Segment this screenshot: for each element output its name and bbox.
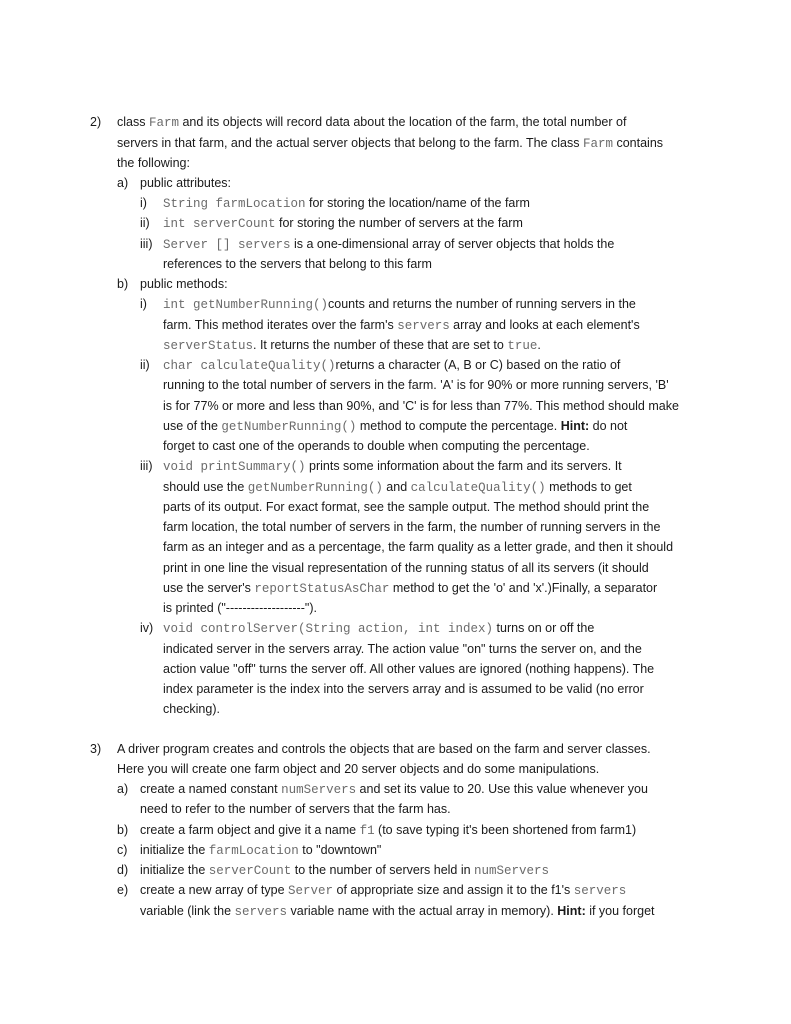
text-line bbox=[163, 539, 673, 555]
code-span: String farmLocation bbox=[163, 197, 306, 211]
text-span: farm. This method iterates over the farm's bbox=[163, 318, 398, 332]
list-marker: ii) bbox=[140, 358, 150, 372]
text-span: counts and returns the number of running servers in the bbox=[328, 297, 636, 311]
text-span: turns on or off the bbox=[493, 621, 595, 635]
text-span: array and looks at each element's bbox=[449, 318, 640, 332]
text-span: do not bbox=[589, 419, 628, 433]
text-span: initialize the bbox=[140, 843, 209, 857]
list-marker: iv) bbox=[140, 621, 154, 635]
text-line bbox=[140, 801, 451, 817]
text-span: for storing the location/name of the farm bbox=[305, 196, 530, 210]
text-span: the following: bbox=[117, 156, 190, 170]
text-span: is a one-dimensional array of server objects that holds the bbox=[290, 237, 615, 251]
list-marker: e) bbox=[117, 883, 129, 897]
text-line bbox=[163, 337, 541, 354]
code-span: serverStatus bbox=[163, 339, 254, 353]
text-line bbox=[163, 580, 657, 597]
text-span: create a named constant bbox=[140, 782, 282, 796]
text-line bbox=[117, 135, 663, 152]
text-span: use of the bbox=[163, 419, 222, 433]
text-line bbox=[163, 458, 622, 475]
text-line bbox=[163, 195, 530, 212]
text-span: farm as an integer and as a percentage, the farm quality as a letter grade, and then it should bbox=[163, 540, 674, 554]
code-span: calculateQuality() bbox=[410, 481, 546, 495]
text-line bbox=[163, 398, 679, 414]
text-span: checking). bbox=[163, 702, 220, 716]
list-marker: i) bbox=[140, 196, 147, 210]
code-span: Farm bbox=[582, 137, 613, 151]
text-line bbox=[163, 681, 644, 697]
text-span: contains bbox=[613, 136, 664, 150]
text-span: forget to cast one of the operands to double when computing the percentage. bbox=[163, 439, 590, 453]
list-marker: c) bbox=[117, 843, 128, 857]
list-marker: b) bbox=[117, 823, 129, 837]
list-marker: iii) bbox=[140, 459, 153, 473]
text-span: and its objects will record data about the location of the farm, the total number of bbox=[178, 115, 627, 129]
text-line bbox=[140, 882, 626, 899]
text-span: parts of its output. For exact format, see the sample output. The method should print the bbox=[163, 500, 650, 514]
text-span: A driver program creates and controls the objects that are based on the farm and server classes. bbox=[117, 742, 651, 756]
text-line bbox=[163, 620, 594, 637]
text-line bbox=[163, 701, 220, 717]
text-span: create a farm object and give it a name bbox=[140, 823, 360, 837]
text-line bbox=[117, 155, 190, 171]
text-span: variable (link the bbox=[140, 904, 235, 918]
text-span: servers in that farm, and the actual server objects that belong to the farm. The class bbox=[117, 136, 583, 150]
list-marker: b) bbox=[117, 277, 129, 291]
text-span: should use the bbox=[163, 480, 248, 494]
text-line bbox=[163, 499, 649, 515]
code-span: getNumberRunning() bbox=[247, 481, 383, 495]
text-line bbox=[163, 641, 642, 657]
text-line bbox=[163, 236, 614, 253]
list-marker: iii) bbox=[140, 237, 153, 251]
list-marker: d) bbox=[117, 863, 129, 877]
text-span: variable name with the actual array in memory). bbox=[287, 904, 558, 918]
code-span: f1 bbox=[359, 824, 375, 838]
code-span: int getNumberRunning() bbox=[163, 298, 329, 312]
bold-span: Hint: bbox=[557, 904, 586, 918]
code-span: Server bbox=[288, 884, 334, 898]
text-line bbox=[163, 357, 620, 374]
code-span: numServers bbox=[281, 783, 357, 797]
text-line bbox=[163, 600, 317, 616]
text-line bbox=[140, 822, 636, 839]
list-marker: a) bbox=[117, 176, 129, 190]
code-span: void controlServer(String action, int index) bbox=[163, 622, 494, 636]
code-span: serverCount bbox=[208, 864, 292, 878]
text-span: if you forget bbox=[585, 904, 655, 918]
text-line bbox=[163, 479, 632, 496]
text-line bbox=[163, 519, 660, 535]
code-span: servers bbox=[573, 884, 627, 898]
bold-span: Hint: bbox=[560, 419, 590, 433]
text-span: action value "off" turns the server off. All other values are ignored (nothing happens). The bbox=[163, 662, 655, 676]
text-span: prints some information about the farm and its servers. It bbox=[305, 459, 622, 473]
text-span: . bbox=[537, 338, 541, 352]
text-span: returns a character (A, B or C) based on the ratio of bbox=[335, 358, 621, 372]
text-line bbox=[163, 256, 432, 272]
list-marker: a) bbox=[117, 782, 129, 796]
text-span: create a new array of type bbox=[140, 883, 288, 897]
text-line bbox=[163, 661, 654, 677]
text-line bbox=[163, 296, 636, 313]
text-line bbox=[163, 418, 627, 435]
text-line bbox=[140, 842, 381, 859]
list-marker: 2) bbox=[90, 115, 102, 129]
text-span: Here you will create one farm object and 20 server objects and do some manipulations. bbox=[117, 762, 600, 776]
text-line bbox=[140, 276, 228, 292]
text-line bbox=[117, 741, 651, 757]
text-span: . It returns the number of these that are set to bbox=[253, 338, 508, 352]
list-marker: i) bbox=[140, 297, 147, 311]
text-span: methods to get bbox=[545, 480, 632, 494]
text-span: is for 77% or more and less than 90%, and 'C' is for less than 77%. This method should make bbox=[163, 399, 679, 413]
text-span: and set its value to 20. Use this value whenever you bbox=[356, 782, 648, 796]
text-span: is printed ("-------------------"). bbox=[163, 601, 317, 615]
text-span: and bbox=[382, 480, 411, 494]
text-line bbox=[140, 903, 655, 920]
text-span: use the server's bbox=[163, 581, 255, 595]
text-line bbox=[117, 114, 626, 131]
code-span: Server [] servers bbox=[163, 238, 291, 252]
text-span: method to get the 'o' and 'x'.)Finally, a separator bbox=[389, 581, 658, 595]
text-span: public methods: bbox=[140, 277, 228, 291]
text-line bbox=[163, 317, 640, 334]
text-span: class bbox=[117, 115, 149, 129]
text-line bbox=[163, 438, 590, 454]
text-line bbox=[163, 215, 523, 232]
code-span: servers bbox=[397, 319, 450, 333]
code-span: getNumberRunning() bbox=[221, 420, 357, 434]
text-line bbox=[163, 560, 649, 576]
text-line bbox=[117, 761, 599, 777]
code-span: true bbox=[507, 339, 538, 353]
text-span: references to the servers that belong to this farm bbox=[163, 257, 432, 271]
text-line bbox=[163, 377, 669, 393]
text-span: (to save typing it's been shortened from farm1) bbox=[374, 823, 637, 837]
code-span: void printSummary() bbox=[163, 460, 306, 474]
text-line bbox=[140, 781, 648, 798]
text-line bbox=[140, 175, 231, 191]
text-span: running to the total number of servers in the farm. 'A' is for 90% or more running servers, 'B' bbox=[163, 378, 669, 392]
text-span: method to compute the percentage. bbox=[356, 419, 561, 433]
text-span: print in one line the visual representation of the running status of all its servers (it should bbox=[163, 561, 649, 575]
text-span: index parameter is the index into the servers array and is assumed to be valid (no error bbox=[163, 682, 644, 696]
code-span: farmLocation bbox=[208, 844, 299, 858]
text-span: indicated server in the servers array. The action value "on" turns the server on, and the bbox=[163, 642, 642, 656]
text-span: to "downtown" bbox=[298, 843, 382, 857]
text-span: initialize the bbox=[140, 863, 209, 877]
text-span: for storing the number of servers at the farm bbox=[275, 216, 523, 230]
text-span: public attributes: bbox=[140, 176, 232, 190]
list-marker: 3) bbox=[90, 742, 102, 756]
code-span: int serverCount bbox=[163, 217, 276, 231]
text-span: need to refer to the number of servers that the farm has. bbox=[140, 802, 451, 816]
text-line bbox=[140, 862, 549, 879]
code-span: numServers bbox=[474, 864, 550, 878]
text-span: of appropriate size and assign it to the f1's bbox=[333, 883, 574, 897]
code-span: char calculateQuality() bbox=[163, 359, 336, 373]
code-span: servers bbox=[234, 905, 288, 919]
list-marker: ii) bbox=[140, 216, 150, 230]
code-span: reportStatusAsChar bbox=[254, 582, 390, 596]
text-span: farm location, the total number of servers in the farm, the number of running servers in the bbox=[163, 520, 661, 534]
code-span: Farm bbox=[148, 116, 179, 130]
text-span: to the number of servers held in bbox=[291, 863, 475, 877]
